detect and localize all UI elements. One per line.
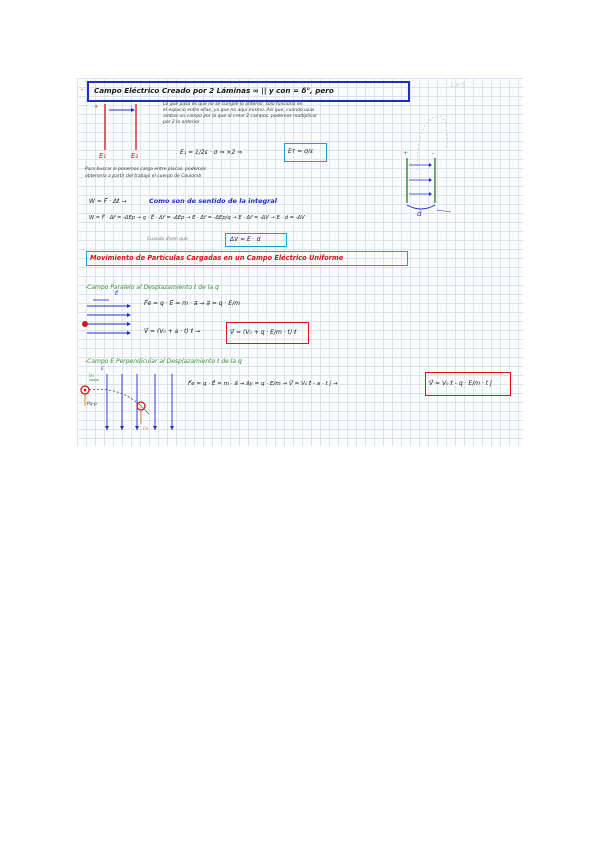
section2-box xyxy=(86,251,408,266)
note2-line-1: Para buscar si ponemos carga entre placas, podemos xyxy=(85,167,206,172)
plates-distance-diagram xyxy=(377,108,517,218)
sub2-eq: F⃗e = q · E⃗ = m · a⃗ → a⃗y = q · E/m → V⃗ = V₀ ℓ⃗ - a · t ĵ → xyxy=(188,381,338,387)
work-line-2: W = F⃗ · Δr⃗ = -ΔEp → q · E⃗ · Δr⃗ = -ΔEp → E · Δr⃗ = -ΔEp/q → E · Δr⃗ = -ΔV → E · d = -ΔV xyxy=(89,215,305,221)
parallel-field-diagram xyxy=(79,296,149,346)
work-line-1: W = F⃗ · Δℓ⃗ → xyxy=(89,198,127,205)
two-plates-diagram xyxy=(91,100,151,158)
svg-text:-: - xyxy=(131,104,133,110)
et-box xyxy=(284,143,327,162)
notebook-page xyxy=(77,78,523,446)
intro-line-1: Lo que pasa es que no se cumple lo anterior, solo funciona en xyxy=(163,102,303,107)
faded-note: 2,6·5 xyxy=(450,82,466,89)
intro-line-2: el espacio entre ellas, ya que no aquí mismo. Así que, cuando usas xyxy=(163,108,315,113)
modulo-box xyxy=(225,233,287,247)
svg-text:+: + xyxy=(94,104,99,110)
modulo-label: Cuando dicen que xyxy=(147,237,188,242)
subsection1-title: -Campo Paralelo al Desplazamiento ℓ de la q xyxy=(85,284,219,291)
sub1-result-box xyxy=(226,322,309,344)
sub2-e-label: E xyxy=(101,367,104,372)
sub1-eq1: F⃗e = q · E⃗ = m · a⃗ → a⃗ = q · E/m xyxy=(144,300,240,307)
sub2-v0-label: V₀ xyxy=(89,374,94,379)
sub2-p-label: Pq·p xyxy=(87,402,97,407)
work-blue-note: Como son de sentido de la integral xyxy=(149,197,277,205)
sub1-eq2: V⃗ = (V₀ + a · t) ℓ⃗ → xyxy=(144,328,201,335)
modulo-eq: ΔV = E · d xyxy=(230,236,261,243)
svg-text:-: - xyxy=(432,150,435,157)
eq-et: Eт = σ/ε xyxy=(288,148,314,155)
note2-line-2: obtenerla a partir del trabajo el cuerpo de Coulomb xyxy=(85,174,202,179)
intro-line-3: ambas un campo por lo que al crear 2 campos, podemos multiplicar xyxy=(163,114,317,119)
svg-text:E₁: E₁ xyxy=(99,152,107,158)
svg-text:d: d xyxy=(417,210,422,218)
sub1-result: V⃗ = (V₀ + q · E/m · t) ℓ⃗ xyxy=(230,329,297,336)
section-title: Campo Eléctrico Creado por 2 Láminas ∞ || y con = δ°, pero xyxy=(87,81,410,102)
subsection2-title: -Campo E Perpendicular al Desplazamiento ℓ de la q xyxy=(85,358,242,365)
sub2-result-box xyxy=(425,372,511,396)
sub2-result: V⃗ = V₀ ℓ⃗ - q · E/m · t ĵ xyxy=(429,380,492,387)
svg-text:+: + xyxy=(403,150,409,157)
bullet-dash: - xyxy=(81,86,84,94)
sub2-fe-label: Fe xyxy=(143,427,149,432)
intro-line-4: por 2 lo anterior xyxy=(163,120,200,125)
svg-text:E₂: E₂ xyxy=(131,152,139,158)
eq-e1: E₁ = 1/2ε · σ ⇒ ×2 ⇒ xyxy=(180,149,243,156)
sub1-e-label: E⃗ xyxy=(115,291,119,297)
section2-title: Movimiento de Partículas Cargadas en un Campo Eléctrico Uniforme xyxy=(90,254,344,262)
